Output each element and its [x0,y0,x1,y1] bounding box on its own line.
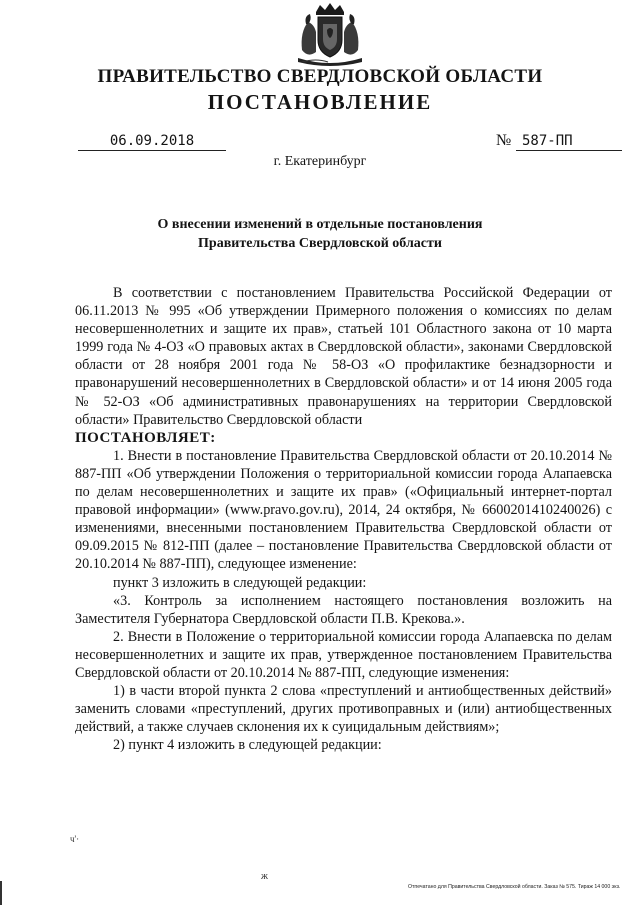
number-sign: № [496,132,512,149]
document-type-title: ПОСТАНОВЛЕНИЕ [207,90,433,114]
body-paragraph: «3. Контроль за исполнением настоящего постановления возложить на Заместителя Губернатора Свердловской области П.В. Крекова.». [75,592,612,627]
body-paragraph: 2. Внести в Положение о территориальной комиссии города Алапаевска по делам несовершеннолетних и защите их прав, утвержденное постановлением Правительства Свердловской области от 20.10.2014 № 887-ПП, следующие изменения: [75,628,612,681]
body-paragraph: 2) пункт 4 изложить в следующей редакции: [113,737,382,754]
preamble-paragraph: В соответствии с постановлением Правительства Российской Федерации от 06.11.2013 № 995 «Об утверждении Примерного положения о комиссиях по делам несовершеннолетних и защите их прав», статьей 101 Областного закона от 10 марта 1999 года № 4-ОЗ «О правовых актах в Свердловской области», законами Свердловской области от 28 ноября 2001 года № 58-ОЗ «О профилактике безнадзорности и правонарушений несовершеннолетних в Свердловской области» и от 14 июня 2005 года № 52-ОЗ «Об административных правонарушениях на территории Свердловской области» Правительство Свердловской области [75,285,612,428]
scan-mark: ч'· [70,834,80,844]
document-number: 587-ПП [516,133,622,151]
scan-edge-mark [0,881,2,905]
subject-line: О внесении изменений в отдельные постановления [157,217,483,232]
decree-heading: ПОСТАНОВЛЯЕТ: [75,429,216,446]
body-paragraph: 1. Внести в постановление Правительства Свердловской области от 20.10.2014 № 887-ПП «Об утверждении Положения о территориальной комиссии города Алапаевска по делам несовершеннолетних и защите их прав» («Официальный интернет-портал правовой информации» (www.pravo.gov.ru), 2014, 24 октября, № 6600201410240026) с изменениями, внесенными постановлением Правительства Свердловской области от 09.09.2015 № 812-ПП (далее – постановление Правительства Свердловской области от 20.10.2014 № 887-ПП), следующее изменение: [75,447,612,573]
city-line: г. Екатеринбург [273,154,367,169]
body-paragraph: пункт 3 изложить в следующей редакции: [113,574,367,591]
subject-line: Правительства Свердловской области [198,236,442,251]
document-subject [100,215,540,253]
coat-of-arms-icon [292,2,368,68]
document-date: 06.09.2018 [78,133,226,151]
government-title: ПРАВИТЕЛЬСТВО СВЕРДЛОВСКОЙ ОБЛАСТИ [97,66,543,87]
scan-mark: ж [261,871,268,882]
print-footer-note: Отпечатано для Правительства Свердловской области. Заказ № 575. Тираж 14 000 экз. [408,884,621,890]
body-paragraph: 1) в части второй пункта 2 слова «преступлений и антиобщественных действий» заменить словами «преступлений, других противоправных и (или) антиобщественных действий, а также случаев склонения их к суицидальным действиям»; [75,683,612,736]
document-body [75,284,612,754]
